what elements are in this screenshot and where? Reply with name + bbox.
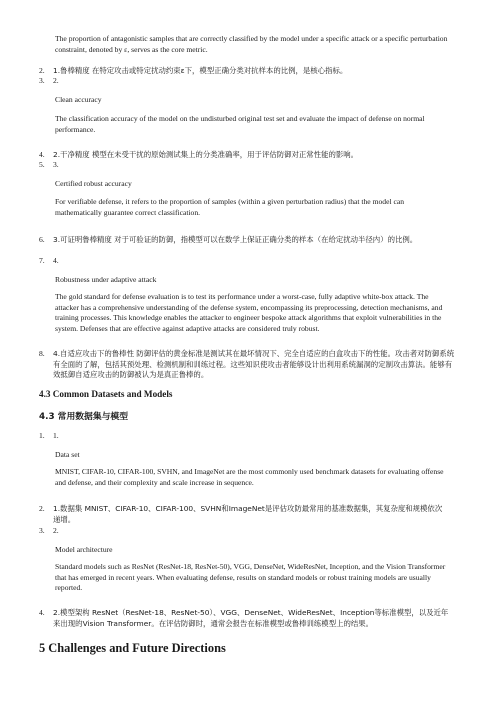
item-title: Clean accuracy	[55, 95, 102, 104]
list-number: 7.	[39, 256, 45, 265]
item-body: Standard models such as ResNet (ResNet-18, ResNet-50), VGG, DenseNet, WideResNet, Inception, and the Vision Transformer that has emerged in recent years. When evaluating defense, results on standard models or robust training models are usually reported.	[55, 562, 446, 593]
sub-number: 1.	[53, 431, 59, 440]
list-item	[39, 349, 459, 381]
list-item-zh: 4.自适应攻击下的鲁棒性 防御评估的黄金标准是测试其在最坏情况下、完全自适应的白盒攻击下的性能。攻击者对防御系统有全面的了解，包括其预处理、检测机制和训练过程。这些知识使攻击者能够设计出利用系统漏洞的定制攻击算法。能够有效抵御自适应攻击的防御被认为是真正鲁棒的。	[53, 349, 455, 380]
list-item	[39, 150, 449, 161]
item-title: Model architecture	[55, 545, 113, 554]
list-number: 6.	[39, 235, 45, 244]
list-item	[39, 76, 59, 87]
item-body: MNIST, CIFAR-10, CIFAR-100, SVHN, and ImageNet are the most commonly used benchmark datasets for evaluating offense and defense, and their complexity and scale increase in sequence.	[55, 467, 444, 487]
list-item	[39, 66, 449, 77]
list-number: 8.	[39, 349, 45, 358]
list-item	[39, 526, 59, 537]
list-item-zh: 1.数据集 MNIST、CIFAR-10、CIFAR-100、SVHN和ImageNet是评估攻防最常用的基准数据集，其复杂度和规模依次递增。	[53, 504, 443, 524]
list-number: 3.	[39, 76, 45, 85]
section-heading-zh: 4.3 常用数据集与模型	[39, 412, 129, 422]
item-body: For verifiable defense, it refers to the proportion of samples (within a given perturbation radius) that the model can mathematically guarantee correct classification.	[55, 197, 404, 217]
list-item-zh: 3.可证明鲁棒精度 对于可验证的防御，指模型可以在数学上保证正确分类的样本（在给定扰动半径内）的比例。	[53, 235, 418, 244]
list-number: 5.	[39, 160, 45, 169]
sub-number: 2.	[53, 76, 59, 85]
item-title: Certified robust accuracy	[55, 179, 132, 188]
list-item	[39, 235, 451, 246]
item-title: Robustness under adaptive attack	[55, 275, 157, 284]
list-item-zh: 2.模型架构 ResNet（ResNet-18、ResNet-50）、VGG、DenseNet、WideResNet、Inception等标准模型，以及近年来出现的Vision Transformer。在评估防御时，通常会报告在标准模型或鲁棒训练模型上的结果。	[53, 608, 449, 628]
sub-number: 4.	[53, 256, 59, 265]
list-number: 2.	[39, 504, 45, 513]
list-number: 4.	[39, 150, 45, 159]
list-item-zh: 1.鲁棒精度 在特定攻击或特定扰动约束ε下，模型正确分类对抗样本的比例，是核心指标。	[53, 66, 348, 75]
item-body: The gold standard for defense evaluation is to test its performance under a worst-case, fully adaptive white-box attack. The attacker has a comprehensive understanding of the defense system, encompassing its preprocessing, detection mechanisms, and training processes. This knowledge enables the attacker to engineer bespoke attack algorithms that exploit vulnerabilities in the system. Defenses that are effective against adaptive attacks are considered truly robust.	[55, 292, 443, 333]
list-item-zh: 2.干净精度 模型在未受干扰的原始测试集上的分类准确率，用于评估防御对正常性能的影响。	[53, 150, 359, 159]
list-number: 2.	[39, 66, 45, 75]
intro-paragraph: The proportion of antagonistic samples that are correctly classified by the model under a specific attack or a specific perturbation constraint, denoted by ε, serves as the core metric.	[55, 34, 448, 54]
list-number: 3.	[39, 526, 45, 535]
item-body: The classification accuracy of the model on the undisturbed original test set and evaluate the impact of defense on normal performance.	[55, 114, 425, 134]
list-item	[39, 256, 59, 267]
section-heading-en: 4.3 Common Datasets and Models	[39, 389, 173, 399]
sub-number: 3.	[53, 160, 59, 169]
list-item	[39, 431, 59, 442]
sub-number: 2.	[53, 526, 59, 535]
section-heading: 5 Challenges and Future Directions	[39, 641, 226, 655]
list-item	[39, 608, 451, 629]
list-number: 4.	[39, 608, 45, 617]
list-number: 1.	[39, 431, 45, 440]
item-title: Data set	[55, 450, 80, 459]
list-item	[39, 504, 451, 525]
list-item	[39, 160, 59, 171]
